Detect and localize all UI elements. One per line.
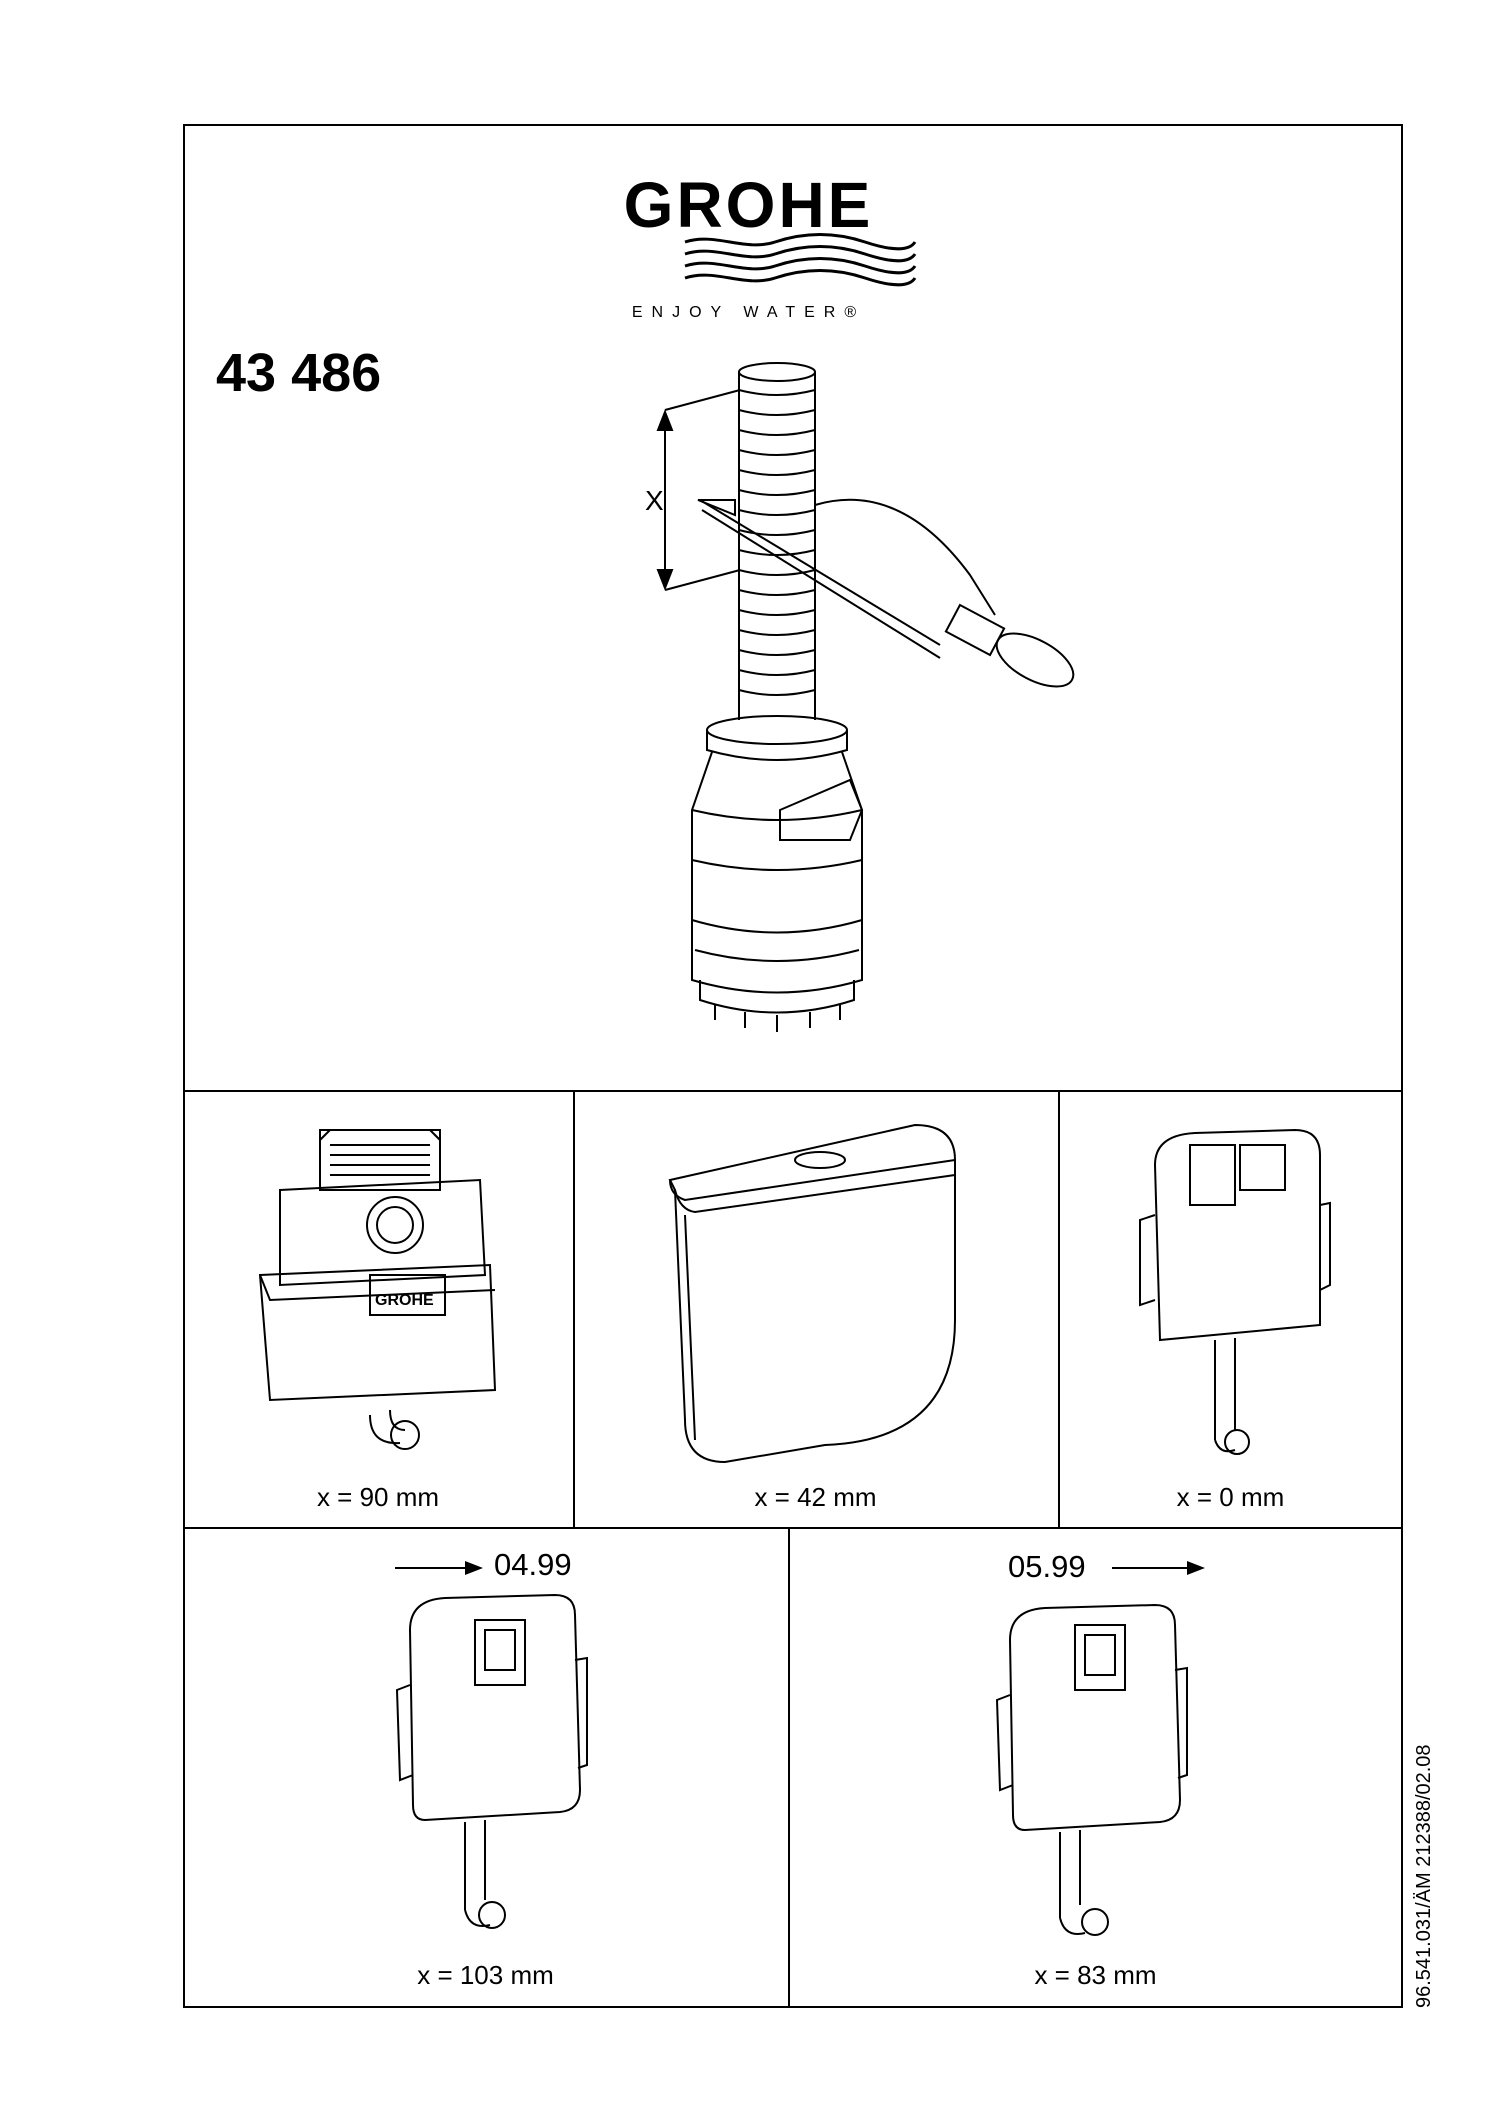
divider-middle — [183, 1527, 1403, 1529]
model-number: 43 486 — [216, 343, 382, 403]
arrow-right-icon-2 — [1112, 1558, 1207, 1578]
cistern-drawing-1 — [250, 1125, 510, 1445]
flush-valve-drawing — [640, 360, 1120, 1060]
brand-logo: GROHE — [623, 169, 874, 241]
cistern-drawing-5 — [995, 1600, 1195, 1950]
caption-x-103: x = 103 mm — [417, 1960, 554, 1990]
cistern-brand-plate: GROHE — [375, 1292, 434, 1309]
divider-v1 — [573, 1090, 575, 1527]
divider-v2 — [1058, 1090, 1060, 1527]
brand-wave-icon — [680, 232, 920, 292]
caption-x-0: x = 0 mm — [1176, 1482, 1285, 1512]
cistern-drawing-2 — [665, 1120, 965, 1470]
date-from-04-99: 04.99 — [494, 1547, 572, 1582]
cistern-drawing-4 — [395, 1590, 595, 1950]
caption-x-83: x = 83 mm — [1034, 1960, 1157, 1990]
document-reference: 96.541.031/ÄM 212388/02.08 — [1413, 1744, 1435, 2008]
caption-x-42: x = 42 mm — [754, 1482, 877, 1512]
divider-top — [183, 1090, 1403, 1092]
arrow-right-icon — [395, 1558, 485, 1578]
cistern-drawing-3 — [1135, 1125, 1335, 1455]
brand-tagline: ENJOY WATER® — [631, 304, 866, 321]
divider-v3 — [788, 1527, 790, 2008]
date-from-05-99: 05.99 — [1008, 1549, 1086, 1584]
dimension-label: X — [645, 485, 664, 516]
caption-x-90: x = 90 mm — [316, 1482, 440, 1512]
